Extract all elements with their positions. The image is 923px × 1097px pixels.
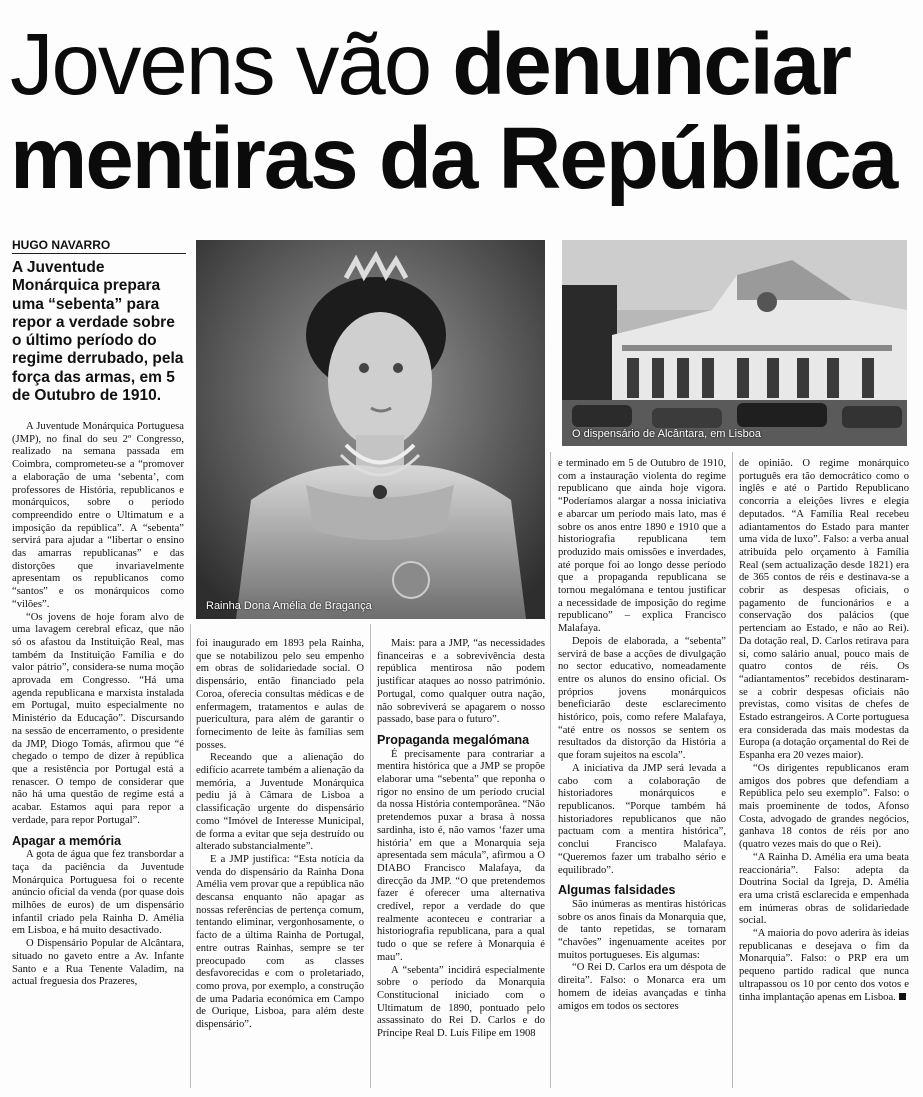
queen-photo — [196, 240, 545, 619]
col2-paragraph: Receando que a alienação do edifício acarrete também a alienação da memória, a Juventude Monárquica pediu já à Câmara de Lisboa a classificação urgente do dispensário como “Imóvel de Interesse Municipal, de forma a evitar que seja destruído ou alterado substancialmente”. — [196, 752, 364, 853]
building-photo — [562, 240, 907, 446]
col5-paragraph: “A Rainha D. Amélia era uma beata reaccionária”. Falso: adepta da Doutrina Social da Igreja, D. Amélia era uma cristã esclarecida e empenhada em inúmeras obras de solidariedade social. — [739, 851, 909, 927]
col1-paragraph: O Dispensário Popular de Alcântara, situado no gaveto entre a Av. Infante Santo e a Rua Tenente Valadim, na actual freguesia dos Prazeres, — [12, 938, 184, 988]
col4-paragraph: A iniciativa da JMP será levada a cabo com a colaboração de historiadores monárquicos e republicanos. “Porque também há historiadores republicanos que não pactuam com a mentira histórica”, conclui Francisco Malafaya. “Queremos fazer um trabalho sério e equilibrado”. — [558, 762, 726, 876]
headline-part-1: Jovens vão — [10, 16, 453, 113]
byline: HUGO NAVARRO — [12, 238, 186, 254]
col1-paragraph: A gota de água que fez transbordar a taça da paciência da Juventude Monárquica Portuguesa foi o recente anúncio oficial da venda (por quase dois milhões de euros) de um dispensário infantil criado pela Rainha D. Amélia em Lisboa, e há muito desactivado. — [12, 849, 184, 937]
col5-paragraph — [739, 928, 909, 1004]
col3-paragraph: É precisamente para contrariar a mentira histórica que a JMP se propõe elaborar uma “sebenta” que reponha o rigor no ensino de um período crucial da nossa História contemporânea. “Não pretendemos puxar a brasa à nossa sardinha, isto é, não vamos ‘fazer uma história’ em que a Monarquia seja apresentada sem mácula”, afirmou a O DIABO Francisco Malafaya, da direcção da JMP. “O que pretendemos fazer é oferecer uma alternativa credível, repor a verdade do que realmente aconteceu e contrariar a historiografia republicana, para a qual tudo o que se refere à Monarquia é mau”. — [377, 748, 545, 963]
column-2 — [196, 638, 364, 1088]
col2-paragraph: E a JMP justifica: “Esta notícia da venda do dispensário da Rainha Dona Amélia vem provar que a república não descansa enquanto não apagar as nossas referências de pertença comum, tentando eliminar, vergonhosamente, o facto de a última Rainha de Portugal, entre outras Rainhas, sempre se ter preocupado com as classes desfavorecidas e com o proletariado, como prova, por exemplo, a construção de uma Padaria económica em Campo de Ourique, Lisboa, para além deste dispensário”. — [196, 853, 364, 1031]
col5-paragraph: “Os dirigentes republicanos eram amigos dos pobres que defendiam a República pelo seu exemplo”. Falso: o mais proeminente de todos, Afonso Costa, advogado de grandes negócios, ganhava 18 contos de réis por ano (quatro vezes mais do que o Rei). — [739, 762, 909, 851]
building-image — [562, 240, 907, 446]
end-mark-icon — [899, 993, 906, 1000]
section-heading: Algumas falsidades — [558, 883, 676, 898]
col3-paragraph: Mais: para a JMP, “as necessidades financeiras e a sobrevivência desta república mentirosa não podem justificar ataques ao nosso património. Portugal, como qualquer outra nação, não sobreviverá se apagarem o nosso passado, base para o futuro”. — [377, 638, 545, 726]
col1-paragraph: “Os jovens de hoje foram alvo de uma lavagem cerebral eficaz, que não só os afastou da Instituição Real, mas também da Instituição Família e do valor pátrio”, considera-se numa moção aprovada em Congresso. “Há uma agenda republicana e marxista instalada em Portugal, muito especialmente no Ministério da Educação”. Discursando na sessão de encerramento, o presidente da JMP, Diogo Tomás, afirmou que “é chegado o tempo de dizer à república que a resistência por Portugal está a renascer. O tempo de considerar que não há uma questão de regime está a acabar. Estamos aqui para repor a verdade, para repor Portugal”. — [12, 611, 184, 826]
queen-photo-caption: Rainha Dona Amélia de Bragança — [206, 600, 372, 612]
building-photo-caption: O dispensário de Alcântara, em Lisboa — [572, 428, 761, 440]
col4-paragraph: “O Rei D. Carlos era um déspota de direita”. Falso: o Monarca era um homem de ideias avançadas e tinha amigos em todos os sectores — [558, 962, 726, 1012]
headline-part-2: denunciar mentiras da República — [10, 16, 897, 207]
queen-portrait-image — [196, 240, 545, 619]
col5-paragraph: de opinião. O regime monárquico português era tão democrático como o inglês e até o Partido Republicano concorria a eleições livres e elegia deputados. “A Família Real recebeu adiantamentos do Estado para manter uma vida de luxo”. Falso: a verba anual atribuída pelo orçamento à Família Real (sem actualização desde 1821) era de 365 contos de réis e destinava-se a cobrir as despesas oficiais, o pagamento de funcionários e a conservação dos palácios (que pertenciam ao Estado, e não ao Rei). Da dotação real, D. Carlos retirava para si, como salário anual, pouco mais de quatro contos de réis. Os “adiantamentos” recebidos destinaram-se a cobrir despesas oficiais não previstas, como visitas de chefes de Estado estrangeiros. A Corte portuguesa era considerada das mais modestas da Europa (a dotação orçamental do Rei de Espanha era 20 vezes maior). — [739, 458, 910, 762]
column-4 — [558, 458, 726, 1088]
headline — [10, 18, 915, 206]
col4-paragraph: e terminado em 5 de Outubro de 1910, com a instauração violenta do regime republicano que ainda hoje vigora. “Poderíamos alargar a nossa iniciativa e abarcar um período mais lato, mas é sobre os anos entre 1890 e 1910 que a historiografia republicana tem produzido mais omissões e inverdades, até porque foi ao longo desse período que a propaganda republicana se tornou megalómana e tentou justificar a necessidade de imposição do regime republicano” – explica Francisco Malafaya. — [558, 458, 726, 635]
col5-final-text: “A maioria do povo aderira às ideias republicanas e desejava o fim da Monarquia”. Falso: o PRP era um pequeno partido radical que nunca ultrapassou os 10 por cento dos votos e tinha implantação apenas em Lisboa. — [739, 928, 909, 1003]
column-5 — [739, 458, 909, 1088]
lede: A Juventude Monárquica prepara uma “sebenta” para repor a verdade sobre o último período do regime derrubado, pela força das armas, em 5 de Outubro de 1910. — [12, 259, 184, 405]
col1-paragraph: A Juventude Monárquica Portuguesa (JMP), no final do seu 2º Congresso, realizado na semana passada em Coimbra, comprometeu-se a “promover a elaboração de uma ‘sebenta’, com professores de História, republicanos e monárquicos, sobre o período compreendido entre o Ultimatum e a imposição da república”. A “sebenta” servirá para ajudar a “libertar o ensino das amarras republicanas” e das distorções que invariavelmente apresentam os republicanos como “santos” e os monárquicos como “vilões”. — [12, 421, 184, 610]
col4-paragraph: Depois de elaborada, a “sebenta” servirá de base a acções de divulgação no sector educativo, nomeadamente entre os alunos do ensino oficial. Os próprios jovens monárquicos beneficiarão deste esclarecimento histórico, pois, como refere Malafaya, “até entre os nossos se sentem os resultados da distorção da História a que foram sujeitos na escola”. — [558, 635, 726, 762]
section-heading: Apagar a memória — [12, 833, 122, 848]
section-heading: Propaganda megalómana — [377, 732, 530, 747]
col4-paragraph: São inúmeras as mentiras históricas sobre os anos finais da Monarquia que, de tanto repetidas, se tornaram “chavões” ingenuamente aceites por muitos portugueses. Eis algumas: — [558, 898, 726, 961]
col3-paragraph: A “sebenta” incidirá especialmente sobre o período da Monarquia Constitucional iniciado com o Ultimatum de 1890, pontuado pelo assassinato do Rei D. Carlos e do Príncipe Real D. Luís Filipe em 1908 — [377, 964, 545, 1040]
col2-paragraph: foi inaugurado em 1893 pela Rainha, que se notabilizou pelo seu empenho em obras de solidariedade social. O dispensário, então financiado pela Coroa, oferecia consultas médicas e de enfermagem, tratamentos e aulas de puericultura, para além de garantir o fornecimento de leite às famílias sem posses. — [196, 638, 364, 751]
column-3 — [377, 638, 545, 1088]
column-1 — [12, 421, 184, 1091]
